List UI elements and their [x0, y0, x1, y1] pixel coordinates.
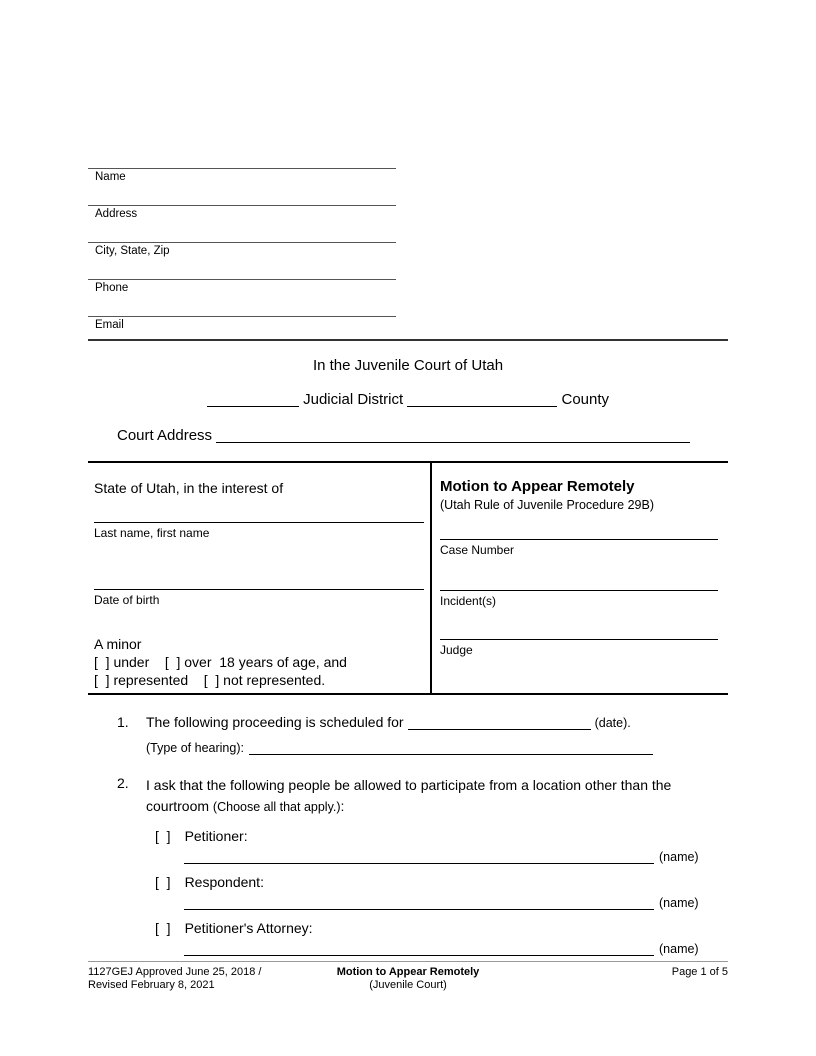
date-of-birth-hint: Date of birth: [94, 593, 160, 607]
name-label: Name: [95, 171, 126, 183]
email-field[interactable]: [88, 316, 396, 353]
footer-form-id-line2: Revised February 8, 2021: [88, 979, 215, 991]
interest-of-text: State of Utah, in the interest of: [94, 480, 284, 496]
city-state-zip-field[interactable]: [88, 242, 396, 279]
type-of-hearing-line: [146, 739, 728, 755]
incident-hint: Incident(s): [440, 594, 497, 608]
date-suffix-label: (date).: [594, 716, 631, 730]
item-2-text: [146, 775, 728, 818]
footer-page-number: Page 1 of 5: [671, 966, 729, 978]
phone-label: Phone: [95, 282, 129, 294]
type-of-hearing-label: (Type of hearing):: [146, 741, 244, 755]
respondent-option: [146, 874, 728, 910]
respondent-name-input[interactable]: [184, 896, 654, 910]
petitioners-attorney-name-suffix: (name): [659, 942, 699, 956]
petitioner-name-suffix: (name): [659, 850, 699, 864]
judicial-district-label: Judicial District: [303, 391, 404, 408]
petitioner-checkbox[interactable]: [ ]: [155, 828, 171, 844]
caption-table: [88, 461, 728, 695]
respondent-name-suffix: (name): [659, 896, 699, 910]
address-field[interactable]: [88, 205, 396, 242]
item-1-number: 1.: [117, 714, 129, 730]
item-1: [88, 714, 728, 755]
type-of-hearing-input[interactable]: [249, 741, 653, 755]
minor-name-hint: Last name, first name: [94, 526, 210, 540]
petitioner-label: Petitioner:: [184, 828, 248, 844]
item-1-line: [146, 714, 728, 730]
name-field[interactable]: [88, 168, 396, 205]
court-title: In the Juvenile Court of Utah: [312, 357, 504, 374]
footer-title-line1: Motion to Appear Remotely: [336, 966, 480, 978]
item-1-text: The following proceeding is scheduled for: [146, 714, 404, 730]
petitioner-name-row: [146, 848, 728, 864]
petitioners-attorney-label: Petitioner's Attorney:: [184, 920, 313, 936]
petitioner-name-input[interactable]: [184, 850, 654, 864]
address-label: Address: [95, 208, 138, 220]
footer-divider: [88, 961, 728, 962]
item-2: [88, 775, 728, 956]
petitioners-attorney-name-row: [146, 940, 728, 956]
judge-input[interactable]: [440, 639, 718, 640]
age-checkbox-line[interactable]: [ ] under [ ] over 18 years of age, and: [94, 654, 347, 670]
respondent-checkbox[interactable]: [ ]: [155, 874, 171, 890]
hearing-date-input[interactable]: [408, 716, 591, 730]
footer-form-id: [88, 966, 337, 992]
petitioner-option-head: [146, 828, 728, 844]
judicial-district-input[interactable]: [207, 393, 299, 407]
respondent-option-head: [146, 874, 728, 890]
caption-right-cell: [432, 463, 728, 693]
representation-checkbox-line[interactable]: [ ] represented [ ] not represented.: [94, 672, 326, 688]
case-number-input[interactable]: [440, 539, 718, 540]
form-subtitle: (Utah Rule of Juvenile Procedure 29B): [440, 498, 655, 512]
item-2-text-small: (Choose all that apply.): [212, 800, 341, 814]
footer-form-id-line1: 1127GEJ Approved June 25, 2018 /: [88, 966, 262, 978]
item-2-text-colon: :: [340, 798, 345, 814]
date-of-birth-input[interactable]: [94, 589, 424, 590]
email-label: Email: [95, 319, 124, 331]
item-2-number: 2.: [117, 775, 129, 791]
phone-field[interactable]: [88, 279, 396, 316]
petitioners-attorney-checkbox[interactable]: [ ]: [155, 920, 171, 936]
county-input[interactable]: [407, 393, 557, 407]
caption-left-cell: [88, 463, 432, 693]
county-label: County: [561, 391, 610, 408]
court-address-input[interactable]: [216, 429, 690, 443]
petitioner-option: [146, 828, 728, 864]
respondent-name-row: [146, 894, 728, 910]
district-line: [0, 391, 816, 408]
petitioners-attorney-option: [146, 920, 728, 956]
minor-name-input[interactable]: [94, 522, 424, 523]
petitioners-attorney-option-head: [146, 920, 728, 936]
numbered-items: [88, 714, 728, 956]
minor-text: A minor: [94, 636, 142, 652]
petitioners-attorney-name-input[interactable]: [184, 942, 654, 956]
page-footer: [88, 966, 728, 992]
footer-title-line2: (Juvenile Court): [369, 979, 447, 991]
contact-block: [88, 168, 396, 353]
case-number-hint: Case Number: [440, 543, 515, 557]
court-address-label: Court Address: [117, 427, 213, 444]
city-state-zip-label: City, State, Zip: [95, 245, 170, 257]
respondent-label: Respondent:: [184, 874, 264, 890]
judge-hint: Judge: [440, 643, 473, 657]
item-1-body: [146, 714, 728, 755]
incident-input[interactable]: [440, 590, 718, 591]
item-2-text-main: I ask that the following people be allowed to participate from a location other than the courtroom: [146, 777, 672, 814]
header-divider: [88, 339, 728, 341]
item-2-body: [146, 775, 728, 956]
footer-title: [337, 966, 480, 992]
form-title: Motion to Appear Remotely: [440, 478, 635, 495]
court-address-line: [88, 427, 728, 444]
